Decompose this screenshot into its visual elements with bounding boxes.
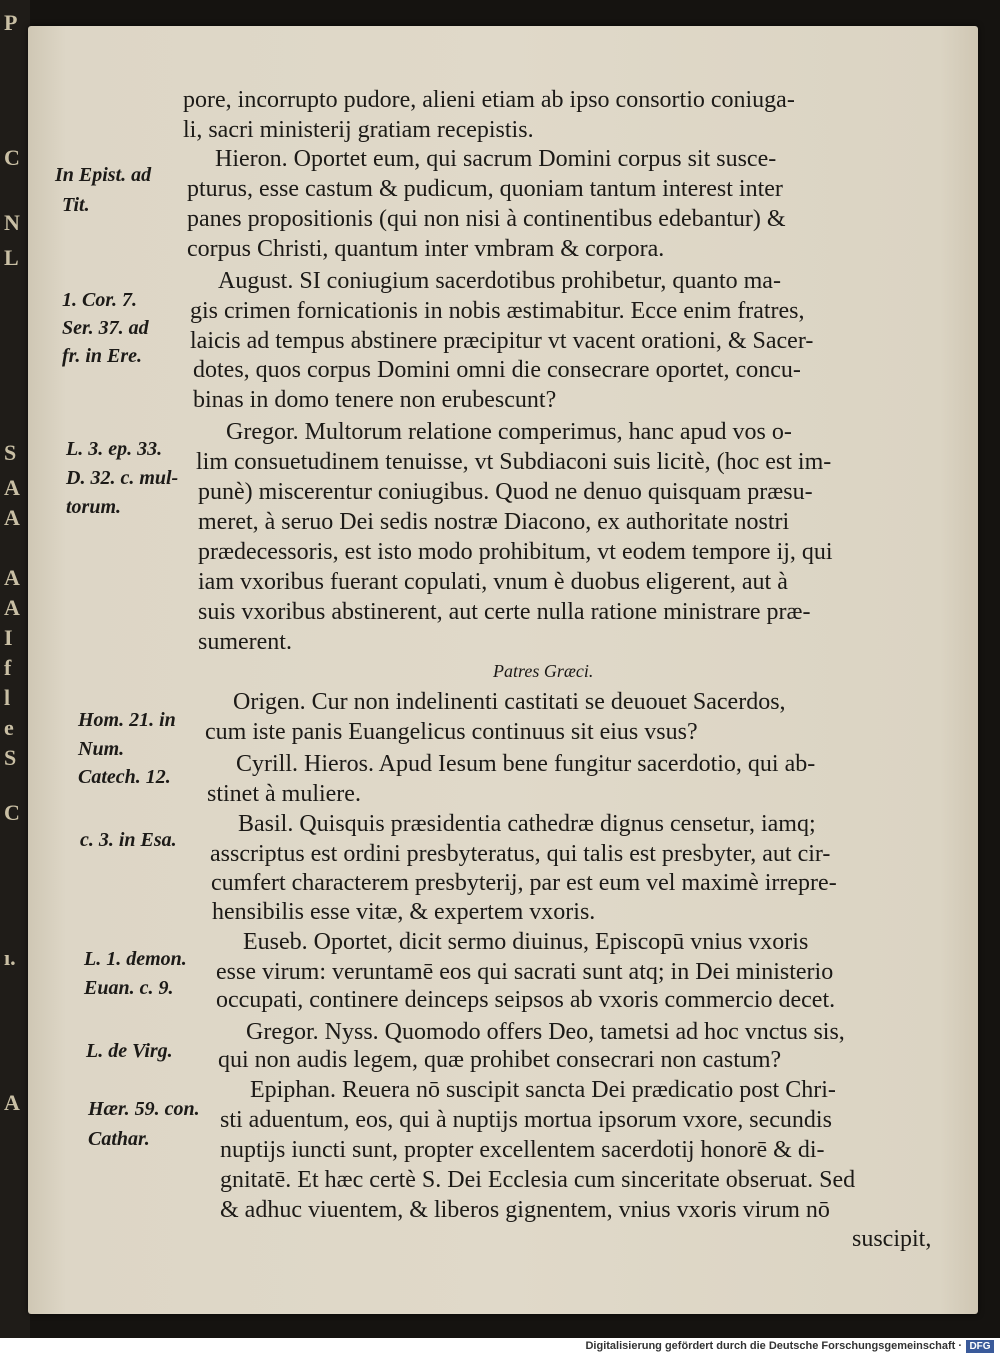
facing-page-edge: [0, 0, 30, 1338]
text-line: meret, à seruo Dei sedis nostræ Diacono, ex authoritate nostri: [198, 509, 790, 535]
text-line: iam vxoribus fuerant copulati, vnum è duobus eligerent, aut à: [198, 569, 788, 595]
margin-note: 1. Cor. 7.: [62, 289, 138, 311]
text-line: pturus, esse castum & pudicum, quoniam tantum interest inter: [187, 176, 783, 202]
text-line: punè) miscerentur coniugibus. Quod ne denuo quisquam præsu-: [198, 479, 813, 505]
edge-glyph: S: [4, 440, 17, 465]
edge-glyph: f: [4, 655, 12, 680]
text-line: Cyrill. Hieros. Apud Iesum bene fungitur sacerdotio, qui ab-: [236, 751, 816, 777]
text-line: gis crimen fornicationis in nobis æstimabitur. Ecce enim fratres,: [190, 298, 805, 324]
footer-bar: [0, 1338, 1000, 1356]
margin-note: Tit.: [62, 194, 90, 216]
margin-note: Cathar.: [88, 1128, 150, 1150]
text-line: panes propositionis (qui non nisi à continentibus edebantur) &: [187, 206, 786, 232]
text-line: esse virum: veruntamē eos qui sacrati sunt atq; in Dei ministerio: [216, 959, 834, 985]
edge-glyph: A: [4, 505, 20, 530]
edge-glyph: P: [4, 10, 18, 35]
text-line: cum iste panis Euangelicus continuus sit eius vsus?: [205, 719, 698, 745]
margin-note: Num.: [78, 738, 125, 760]
edge-glyph: e: [4, 715, 14, 740]
funding-notice: Digitalisierung gefördert durch die Deutsche Forschungsgemeinschaft ·: [585, 1340, 962, 1352]
text-line: Gregor. Multorum relatione comperimus, hanc apud vos o-: [226, 419, 792, 445]
section-heading: Patres Græci.: [493, 661, 594, 681]
margin-note: Ser. 37. ad: [62, 317, 149, 339]
text-line: corpus Christi, quantum inter vmbram & corpora.: [187, 236, 665, 262]
margin-note: torum.: [66, 496, 122, 518]
text-line: suis vxoribus abstinerent, aut certe nulla ratione ministrare præ-: [198, 599, 811, 625]
margin-note: Catech. 12.: [78, 766, 171, 788]
text-line: cumfert characterem presbyterij, par est eum vel maximè irrepre-: [211, 870, 837, 896]
text-line: Gregor. Nyss. Quomodo offers Deo, tametsi ad hoc vnctus sis,: [246, 1019, 845, 1045]
text-line: Euseb. Oportet, dicit sermo diuinus, Episcopū vnius vxoris: [243, 929, 809, 955]
margin-note: L. 3. ep. 33.: [66, 438, 163, 460]
text-line: Epiphan. Reuera nō suscipit sancta Dei prædicatio post Chri-: [250, 1077, 836, 1103]
text-line: hensibilis esse vitæ, & expertem vxoris.: [212, 899, 596, 925]
dfg-logo: DFG: [966, 1340, 994, 1353]
margin-note: L. de Virg.: [86, 1040, 173, 1062]
edge-glyph: S: [4, 745, 17, 770]
edge-glyph: C: [4, 800, 20, 825]
text-line: Origen. Cur non indelinenti castitati se deuouet Sacerdos,: [233, 689, 786, 715]
edge-glyph: A: [4, 565, 20, 590]
text-line: laicis ad tempus abstinere præcipitur vt vacent orationi, & Sacer-: [190, 328, 814, 354]
catchword: suscipit,: [852, 1226, 932, 1252]
text-line: prædecessoris, est isto modo prohibitum, vt eodem tempore ij, qui: [198, 539, 833, 565]
text-line: binas in domo tenere non erubescunt?: [193, 387, 557, 413]
text-line: stinet à muliere.: [207, 781, 361, 807]
margin-note: c. 3. in Esa.: [80, 829, 177, 851]
text-line: dotes, quos corpus Domini omni die consecrare oportet, concu-: [193, 357, 801, 383]
margin-note: Euan. c. 9.: [84, 977, 174, 999]
text-line: qui non audis legem, quæ prohibet consecrari non castum?: [218, 1047, 782, 1073]
text-line: August. SI coniugium sacerdotibus prohibetur, quanto ma-: [218, 268, 781, 294]
text-line: Basil. Quisquis præsidentia cathedræ dignus censetur, iamq;: [238, 811, 816, 837]
text-line: lim consuetudinem tenuisse, vt Subdiaconi suis licitè, (hoc est im-: [196, 449, 832, 475]
edge-glyph: N: [4, 210, 20, 235]
text-line: occupati, continere deinceps seipsos ab vxoris commercio decet.: [216, 987, 836, 1013]
text-line: sumerent.: [198, 629, 292, 655]
margin-note: Hær. 59. con.: [88, 1098, 200, 1120]
margin-note: D. 32. c. mul-: [66, 467, 179, 489]
margin-note: fr. in Ere.: [62, 345, 143, 367]
edge-glyph: I: [4, 625, 13, 650]
edge-glyph: A: [4, 595, 20, 620]
margin-note: In Epist. ad: [55, 164, 152, 186]
text-line: asscriptus est ordini presbyteratus, qui talis est presbyter, aut cir-: [210, 841, 831, 867]
edge-glyph: l: [4, 685, 11, 710]
text-line: sti aduentum, eos, qui à nuptijs mortua ipsorum vxore, secundis: [220, 1107, 832, 1133]
text-line: Hieron. Oportet eum, qui sacrum Domini corpus sit susce-: [215, 146, 777, 172]
text-line: gnitatē. Et hæc certè S. Dei Ecclesia cum sinceritate obseruat. Sed: [220, 1167, 856, 1193]
margin-note: Hom. 21. in: [78, 709, 176, 731]
margin-note: L. 1. demon.: [84, 948, 187, 970]
text-line: pore, incorrupto pudore, alieni etiam ab ipso consortio coniuga-: [183, 87, 795, 113]
text-line: li, sacri ministerij gratiam recepistis.: [183, 117, 534, 143]
edge-glyph: A: [4, 1090, 20, 1115]
text-line: nuptijs iuncti sunt, propter excellentem sacerdotij honorē & di-: [220, 1137, 825, 1163]
edge-glyph: ı.: [4, 945, 16, 970]
edge-glyph: C: [4, 145, 20, 170]
edge-glyph: L: [4, 245, 19, 270]
text-line: & adhuc viuentem, & liberos gignentem, vnius vxoris virum nō: [220, 1197, 830, 1223]
edge-glyph: A: [4, 475, 20, 500]
